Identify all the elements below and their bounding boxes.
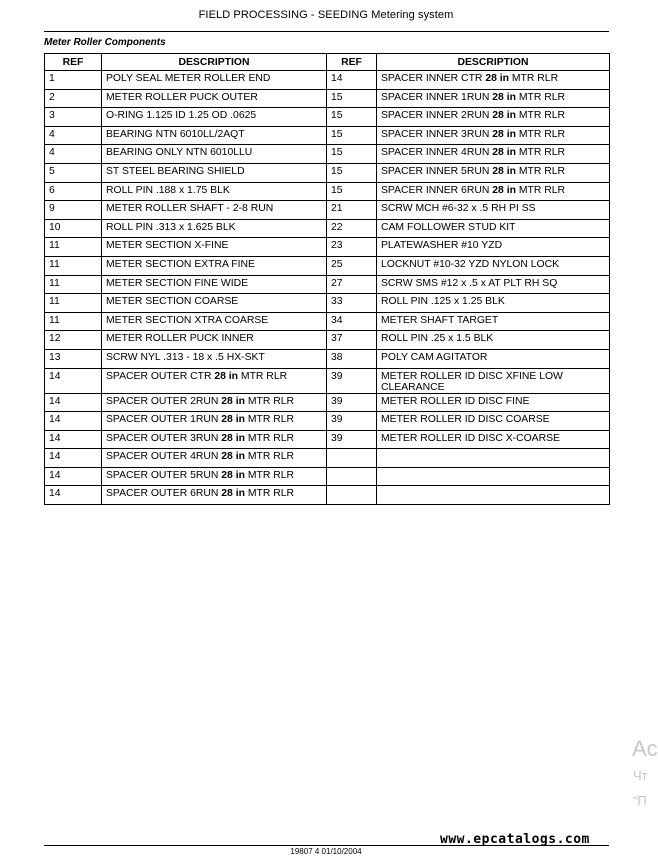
ref-cell: 34 — [327, 312, 377, 331]
description-cell — [102, 219, 327, 238]
ref-cell: 15 — [327, 163, 377, 182]
table-row — [45, 275, 610, 294]
description-cell — [102, 486, 327, 505]
footer-rule — [44, 845, 609, 846]
description-text: METER SECTION EXTRA FINE — [106, 258, 255, 270]
table-row — [45, 331, 610, 350]
ref-cell: 37 — [327, 331, 377, 350]
description-text: SPACER OUTER 2RUN — [106, 395, 222, 407]
header-rule — [44, 31, 609, 32]
description-size-bold: 28 in — [492, 147, 516, 159]
ref-cell: 15 — [327, 108, 377, 127]
description-cell — [102, 182, 327, 201]
description-text: METER ROLLER PUCK INNER — [106, 333, 254, 345]
description-text: SPACER INNER 4RUN — [381, 147, 493, 159]
description-text: POLY SEAL METER ROLLER END — [106, 73, 271, 84]
table-row — [45, 412, 610, 431]
description-cell — [377, 331, 610, 350]
table-row — [45, 182, 610, 201]
description-text: SPACER INNER 1RUN — [381, 91, 493, 103]
description-text: SPACER INNER CTR — [381, 73, 486, 84]
description-text: MTR RLR — [515, 91, 566, 103]
description-cell — [377, 430, 610, 449]
ref-cell: 15 — [327, 182, 377, 201]
description-cell — [377, 182, 610, 201]
table-row — [45, 486, 610, 505]
description-text: MTR RLR — [515, 110, 566, 122]
parts-table-body — [45, 71, 610, 505]
description-cell — [377, 71, 610, 90]
description-text: MTR RLR — [244, 414, 295, 426]
ref-cell: 14 — [45, 486, 102, 505]
ref-cell: 14 — [45, 430, 102, 449]
description-text: METER ROLLER PUCK OUTER — [106, 91, 258, 103]
table-row — [45, 89, 610, 108]
description-size-bold: 28 in — [214, 370, 239, 382]
description-cell — [377, 126, 610, 145]
description-cell — [102, 238, 327, 257]
table-row — [45, 201, 610, 220]
description-cell — [377, 108, 610, 127]
parts-table — [44, 53, 610, 505]
ref-cell: 39 — [327, 412, 377, 431]
overlay-text: “П — [633, 793, 647, 808]
description-text: METER ROLLER SHAFT - 2-8 RUN — [106, 203, 274, 215]
website-watermark: www.epcatalogs.com — [440, 832, 590, 847]
description-text: METER SECTION XTRA COARSE — [106, 314, 269, 326]
description-text: MTR RLR — [244, 395, 295, 407]
description-size-bold: 28 in — [221, 469, 245, 481]
table-row — [45, 238, 610, 257]
ref-cell — [327, 467, 377, 486]
description-text: BEARING NTN 6010LL/2AQT — [106, 128, 245, 140]
ref-cell: 38 — [327, 349, 377, 368]
description-cell — [377, 467, 610, 486]
description-size-bold: 28 in — [221, 451, 245, 463]
description-text: MTR RLR — [244, 451, 295, 463]
description-text: SPACER OUTER 5RUN — [106, 469, 222, 481]
description-cell — [102, 412, 327, 431]
table-row — [45, 312, 610, 331]
description-text: ROLL PIN .25 x 1.5 BLK — [381, 333, 494, 345]
description-text: ROLL PIN .125 x 1.25 BLK — [381, 296, 505, 308]
ref-cell — [327, 449, 377, 468]
description-text: METER SECTION FINE WIDE — [106, 277, 249, 289]
description-text: LOCKNUT #10-32 YZD NYLON LOCK — [381, 258, 560, 270]
ref-cell: 4 — [45, 126, 102, 145]
ref-cell: 14 — [45, 412, 102, 431]
description-cell — [377, 201, 610, 220]
section-title: Meter Roller Components — [44, 37, 166, 48]
ref-cell: 33 — [327, 294, 377, 313]
ref-cell: 11 — [45, 275, 102, 294]
table-row — [45, 449, 610, 468]
description-cell — [377, 238, 610, 257]
ref-cell: 3 — [45, 108, 102, 127]
description-cell — [377, 89, 610, 108]
description-text: MTR RLR — [515, 128, 566, 140]
ref-cell: 10 — [45, 219, 102, 238]
description-size-bold: 28 in — [221, 414, 245, 426]
overlay-text: Чт — [633, 768, 648, 783]
description-cell — [377, 393, 610, 412]
table-row — [45, 71, 610, 90]
description-cell — [377, 412, 610, 431]
ref-cell: 15 — [327, 89, 377, 108]
description-size-bold: 28 in — [221, 432, 245, 444]
description-text: SPACER OUTER 6RUN — [106, 488, 222, 500]
description-text: MTR RLR — [244, 469, 295, 481]
ref-cell: 11 — [45, 312, 102, 331]
description-cell — [102, 163, 327, 182]
description-cell — [377, 275, 610, 294]
ref-cell: 11 — [45, 294, 102, 313]
ref-cell: 39 — [327, 368, 377, 393]
description-text: METER SHAFT TARGET — [381, 314, 499, 326]
ref-cell: 2 — [45, 89, 102, 108]
ref-cell: 6 — [45, 182, 102, 201]
ref-cell: 21 — [327, 201, 377, 220]
description-size-bold: 28 in — [492, 128, 516, 140]
description-text: SPACER OUTER 4RUN — [106, 451, 222, 463]
description-text: SPACER OUTER CTR — [106, 370, 215, 382]
description-text: MTR RLR — [515, 165, 566, 177]
ref-cell: 11 — [45, 238, 102, 257]
description-text: MTR RLR — [515, 147, 566, 159]
description-size-bold: 28 in — [221, 488, 245, 500]
description-text: METER SECTION COARSE — [106, 296, 239, 308]
description-text: SPACER OUTER 1RUN — [106, 414, 222, 426]
ref-cell: 23 — [327, 238, 377, 257]
description-text: SCRW NYL .313 - 18 x .5 HX-SKT — [106, 351, 265, 363]
description-text: SPACER INNER 6RUN — [381, 184, 493, 196]
ref-cell: 27 — [327, 275, 377, 294]
table-row — [45, 126, 610, 145]
description-cell — [102, 368, 327, 393]
overlay-text: Ac — [632, 736, 658, 761]
description-cell — [102, 89, 327, 108]
description-text: ROLL PIN .188 x 1.75 BLK — [106, 184, 230, 196]
description-cell — [102, 126, 327, 145]
table-row — [45, 108, 610, 127]
description-text: BEARING ONLY NTN 6010LLU — [106, 147, 253, 159]
page-footer: 19807 4 01/10/2004 — [290, 847, 362, 856]
description-text: PLATEWASHER #10 YZD — [381, 240, 503, 252]
ref-cell: 12 — [45, 331, 102, 350]
header-description-left: DESCRIPTION — [102, 54, 327, 71]
description-cell — [102, 201, 327, 220]
description-cell — [102, 449, 327, 468]
header-description-right: DESCRIPTION — [377, 54, 610, 71]
description-cell — [377, 294, 610, 313]
table-row — [45, 393, 610, 412]
table-header-row — [45, 54, 610, 71]
ref-cell: 22 — [327, 219, 377, 238]
ref-cell: 11 — [45, 256, 102, 275]
description-text: SPACER INNER 5RUN — [381, 165, 493, 177]
description-cell — [102, 467, 327, 486]
table-row — [45, 467, 610, 486]
description-cell — [377, 163, 610, 182]
description-cell — [102, 430, 327, 449]
description-text: SCRW MCH #6-32 x .5 RH PI SS — [381, 203, 536, 215]
table-row — [45, 145, 610, 164]
description-cell — [102, 393, 327, 412]
table-row — [45, 219, 610, 238]
ref-cell: 5 — [45, 163, 102, 182]
description-cell — [377, 312, 610, 331]
description-text: MTR RLR — [244, 432, 295, 444]
description-text: O-RING 1.125 ID 1.25 OD .0625 — [106, 110, 257, 122]
description-text: MTR RLR — [244, 488, 295, 500]
description-size-bold: 28 in — [492, 110, 516, 122]
ref-cell: 9 — [45, 201, 102, 220]
description-cell — [102, 312, 327, 331]
table-row — [45, 368, 610, 393]
table-row — [45, 294, 610, 313]
description-text: METER ROLLER ID DISC X-COARSE — [381, 432, 560, 444]
description-cell — [377, 256, 610, 275]
page-header: FIELD PROCESSING - SEEDING Metering system — [198, 9, 454, 21]
ref-cell: 14 — [45, 393, 102, 412]
description-cell — [377, 349, 610, 368]
description-text: POLY CAM AGITATOR — [381, 351, 488, 363]
description-cell — [377, 486, 610, 505]
description-cell — [102, 145, 327, 164]
description-size-bold: 28 in — [492, 91, 516, 103]
ref-cell: 13 — [45, 349, 102, 368]
description-cell — [377, 449, 610, 468]
ref-cell — [327, 486, 377, 505]
description-cell — [377, 368, 610, 393]
description-cell — [102, 256, 327, 275]
description-text: CAM FOLLOWER STUD KIT — [381, 221, 516, 233]
description-cell — [102, 349, 327, 368]
description-cell — [102, 71, 327, 90]
ref-cell: 39 — [327, 430, 377, 449]
table-row — [45, 256, 610, 275]
ref-cell: 15 — [327, 145, 377, 164]
description-text: SPACER OUTER 3RUN — [106, 432, 222, 444]
description-cell — [377, 145, 610, 164]
description-size-bold: 28 in — [492, 184, 516, 196]
ref-cell: 1 — [45, 71, 102, 90]
ref-cell: 39 — [327, 393, 377, 412]
description-text: SPACER INNER 2RUN — [381, 110, 493, 122]
description-text: ST STEEL BEARING SHIELD — [106, 165, 245, 177]
header-ref-left: REF — [45, 54, 102, 71]
ref-cell: 25 — [327, 256, 377, 275]
ref-cell: 14 — [45, 449, 102, 468]
description-text: MTR RLR — [238, 370, 288, 382]
description-text: SCRW SMS #12 x .5 x AT PLT RH SQ — [381, 277, 558, 289]
description-size-bold: 28 in — [485, 73, 509, 84]
ref-cell: 4 — [45, 145, 102, 164]
header-ref-right: REF — [327, 54, 377, 71]
description-cell — [102, 108, 327, 127]
description-cell — [377, 219, 610, 238]
description-text: METER ROLLER ID DISC FINE — [381, 395, 530, 407]
description-text: METER SECTION X-FINE — [106, 240, 229, 252]
description-size-bold: 28 in — [492, 165, 516, 177]
table-row — [45, 163, 610, 182]
description-size-bold: 28 in — [221, 395, 245, 407]
description-cell — [102, 294, 327, 313]
description-text: METER ROLLER ID DISC COARSE — [381, 414, 550, 426]
ref-cell: 15 — [327, 126, 377, 145]
ref-cell: 14 — [327, 71, 377, 90]
description-text: SPACER INNER 3RUN — [381, 128, 493, 140]
description-cell — [102, 331, 327, 350]
description-text: MTR RLR — [515, 184, 566, 196]
table-row — [45, 430, 610, 449]
description-text: METER ROLLER ID DISC XFINE LOW CLEARANCE — [381, 370, 563, 393]
ref-cell: 14 — [45, 368, 102, 393]
table-row — [45, 349, 610, 368]
ref-cell: 14 — [45, 467, 102, 486]
description-text: MTR RLR — [509, 73, 559, 84]
description-cell — [102, 275, 327, 294]
description-text: ROLL PIN .313 x 1.625 BLK — [106, 221, 236, 233]
